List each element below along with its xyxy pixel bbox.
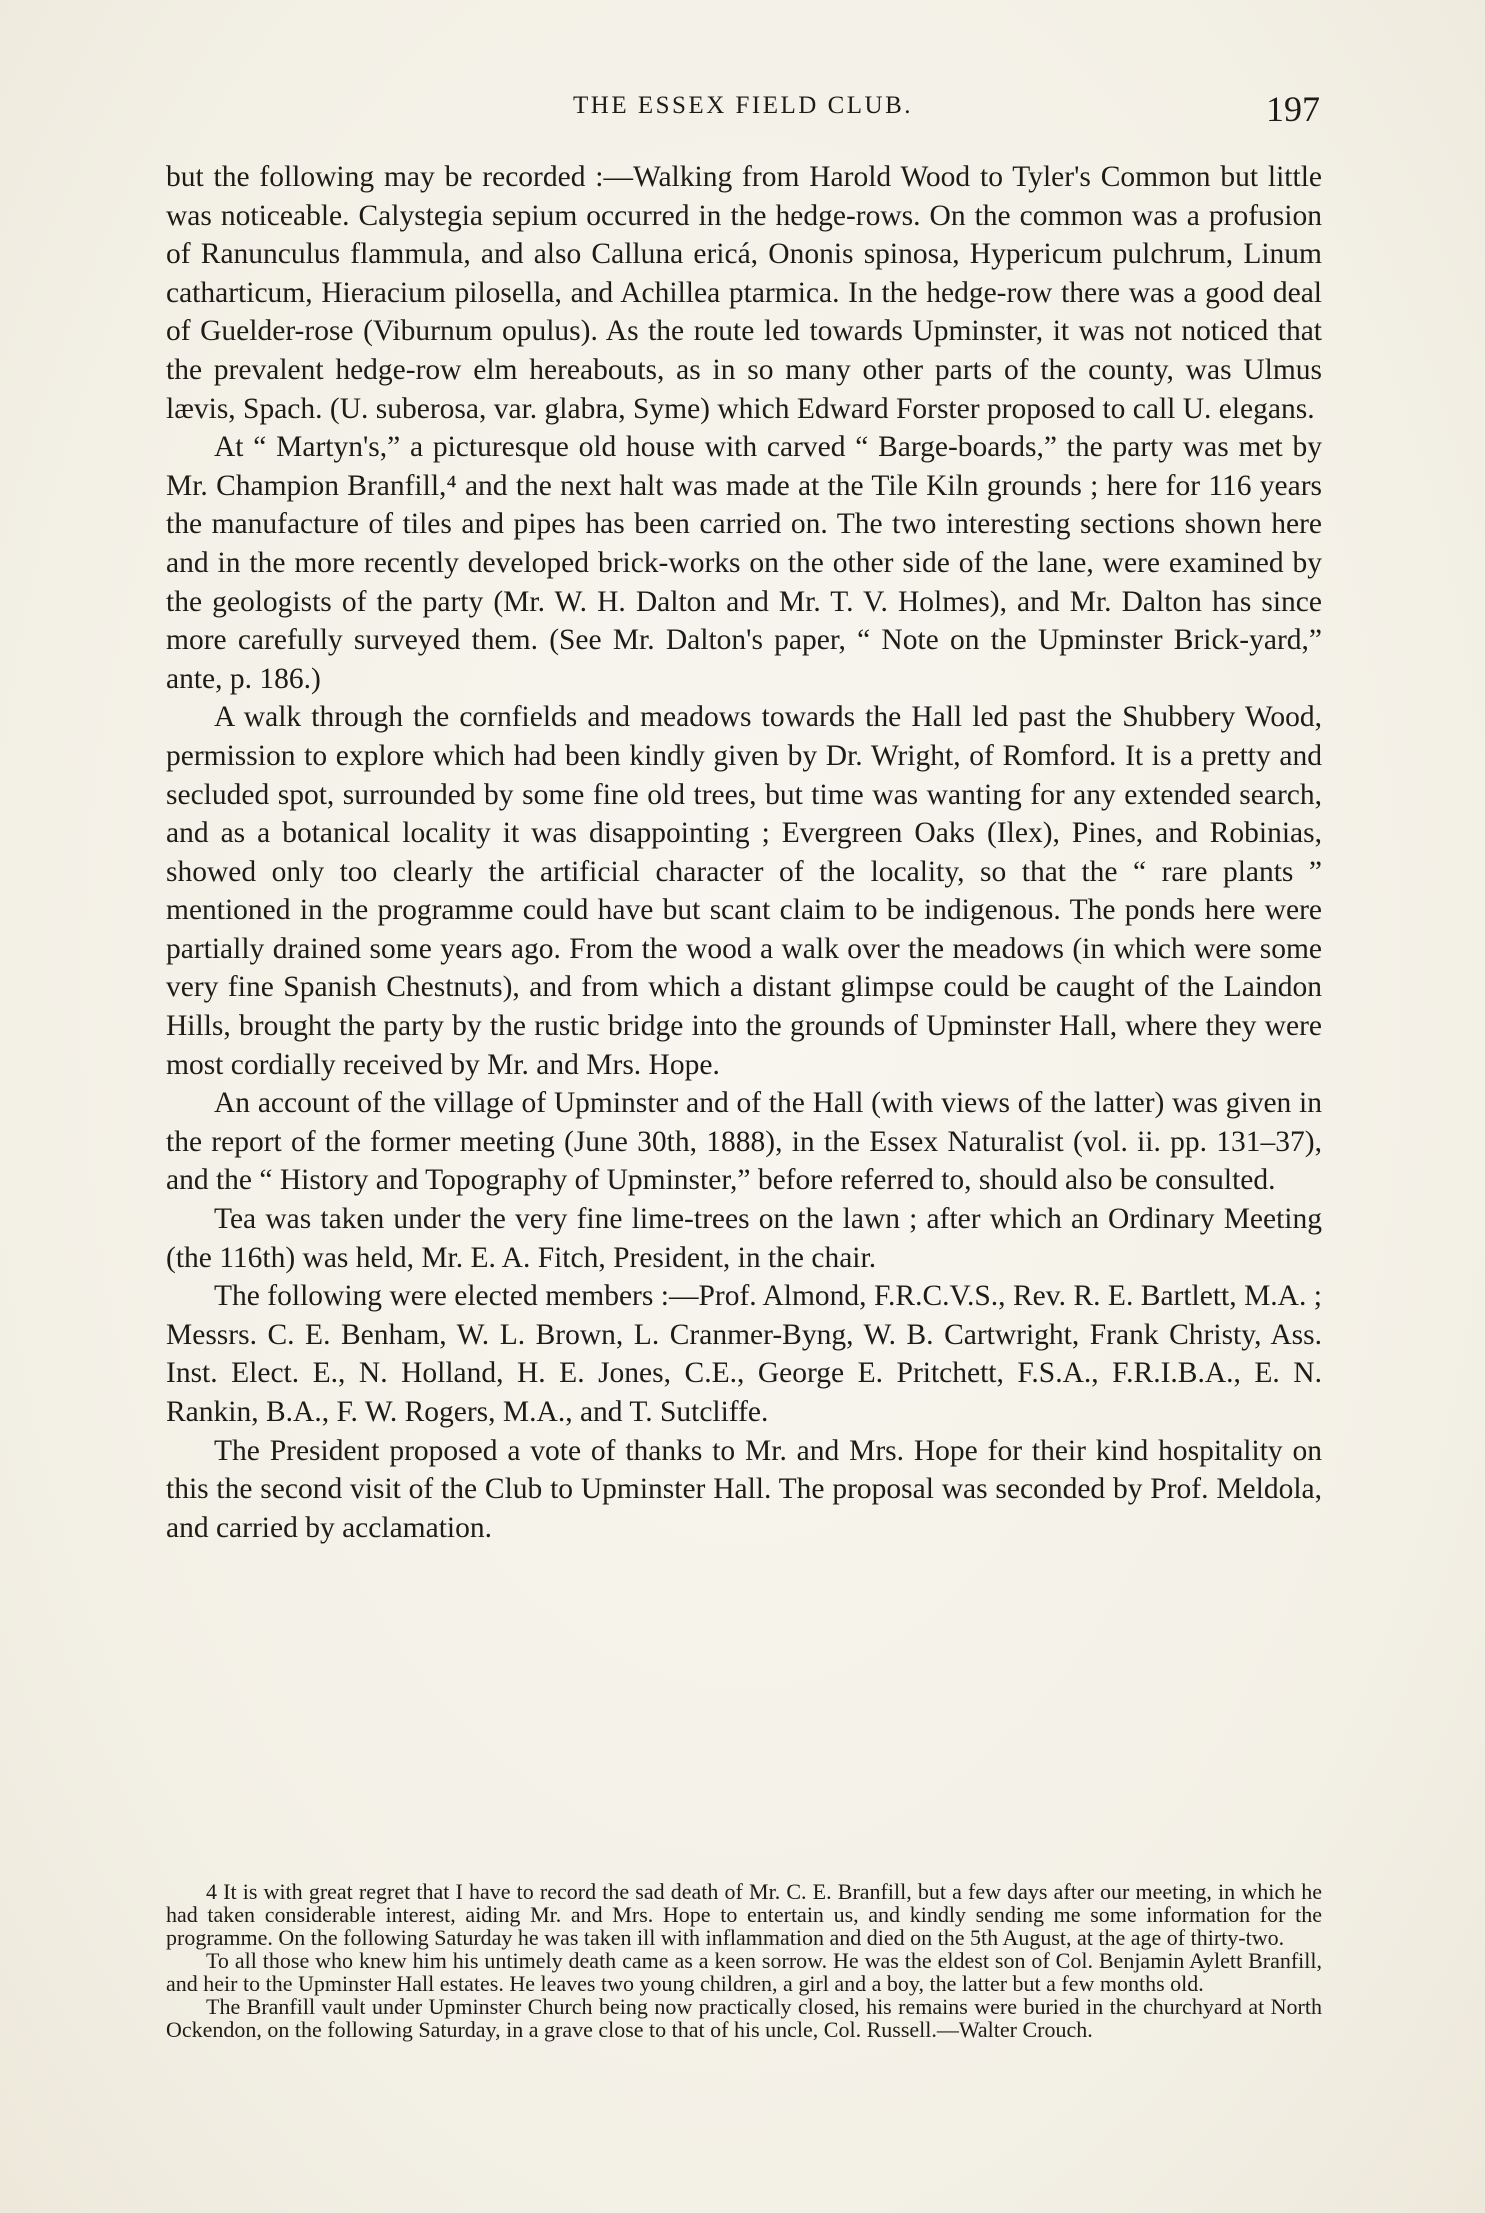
page-number: 197 xyxy=(1266,89,1320,129)
main-text xyxy=(166,158,1322,1547)
footnotes xyxy=(166,1880,1322,2041)
running-title: THE ESSEX FIELD CLUB. xyxy=(573,92,913,119)
footnote: The Branfill vault under Upminster Church being now practically closed, his remains were buried in the churchyard at North Ockendon, on the following Saturday, in a grave close to that of his uncle, Col. Russell.—Walter Crouch. xyxy=(166,1994,1322,2042)
paragraph: The following were elected members :—Prof. Almond, F.R.C.V.S., Rev. R. E. Bartlett, M.A. ; Messrs. C. E. Benham, W. L. Brown, L. Cranmer-Byng, W. B. Cartwright, Frank Christy, Ass. Inst. Elect. E., N. Holland, H. E. Jones, C.E., George E. Pritchett, F.S.A., F.R.I.B.A., E. N. Rankin, B.A., F. W. Rogers, M.A., and T. Sutcliffe. xyxy=(166,1280,1322,1428)
page-header xyxy=(166,84,1320,134)
paragraph: but the following may be recorded :—Walking from Harold Wood to Tyler's Common but little was noticeable. Calystegia sepium occurred in the hedge-rows. On the common was a profusion of Ranunculus flammula, and also Calluna ericá, Ononis spinosa, Hypericum pulchrum, Linum catharticum, Hieracium pilosella, and Achillea ptarmica. In the hedge-row there was a good deal of Guelder-rose (Viburnum opulus). As the route led towards Upminster, it was not noticed that the prevalent hedge-row elm hereabouts, as in so many other parts of the county, was Ulmus lævis, Spach. (U. suberosa, var. glabra, Syme) which Edward Forster proposed to call U. elegans. xyxy=(166,161,1322,425)
footnote: 4 It is with great regret that I have to record the sad death of Mr. C. E. Branfill, but a few days after our meeting, in which he had taken considerable interest, aiding Mr. and Mrs. Hope to entertain us, and kindly sending me some information for the programme. On the following Saturday he was taken ill with inflammation and died on the 5th August, at the age of thirty-two. xyxy=(166,1879,1322,1950)
paragraph: The President proposed a vote of thanks to Mr. and Mrs. Hope for their kind hospitality on this the second visit of the Club to Upminster Hall. The proposal was seconded by Prof. Meldola, and carried by acclamation. xyxy=(166,1434,1322,1544)
footnote: To all those who knew him his untimely death came as a keen sorrow. He was the eldest son of Col. Benjamin Aylett Branfill, and heir to the Upminster Hall estates. He leaves two young children, a girl and a boy, the latter but a few months old. xyxy=(166,1948,1322,1996)
paragraph: Tea was taken under the very fine lime-trees on the lawn ; after which an Ordinary Meeting (the 116th) was held, Mr. E. A. Fitch, President, in the chair. xyxy=(166,1203,1322,1274)
paragraph: At “ Martyn's,” a picturesque old house with carved “ Barge-boards,” the party was met by Mr. Champion Branfill,⁴ and the next halt was made at the Tile Kiln grounds ; here for 116 years the manufacture of tiles and pipes has been carried on. The two interesting sections shown here and in the more recently developed brick-works on the other side of the lane, were examined by the geologists of the party (Mr. W. H. Dalton and Mr. T. V. Holmes), and Mr. Dalton has since more carefully surveyed them. (See Mr. Dalton's paper, “ Note on the Upminster Brick-yard,” ante, p. 186.) xyxy=(166,431,1322,695)
paragraph: A walk through the cornfields and meadows towards the Hall led past the Shubbery Wood, permission to explore which had been kindly given by Dr. Wright, of Romford. It is a pretty and secluded spot, surrounded by some fine old trees, but time was wanting for any extended search, and as a botanical locality it was disappointing ; Evergreen Oaks (Ilex), Pines, and Robinias, showed only too clearly the artificial character of the locality, so that the “ rare plants ” mentioned in the programme could have but scant claim to be indigenous. The ponds here were partially drained some years ago. From the wood a walk over the meadows (in which were some very fine Spanish Chestnuts), and from which a distant glimpse could be caught of the Laindon Hills, brought the party by the rustic bridge into the grounds of Upminster Hall, where they were most cordially received by Mr. and Mrs. Hope. xyxy=(166,701,1322,1081)
paragraph: An account of the village of Upminster and of the Hall (with views of the latter) was given in the report of the former meeting (June 30th, 1888), in the Essex Naturalist (vol. ii. pp. 131–37), and the “ History and Topography of Upminster,” before referred to, should also be consulted. xyxy=(166,1087,1322,1197)
